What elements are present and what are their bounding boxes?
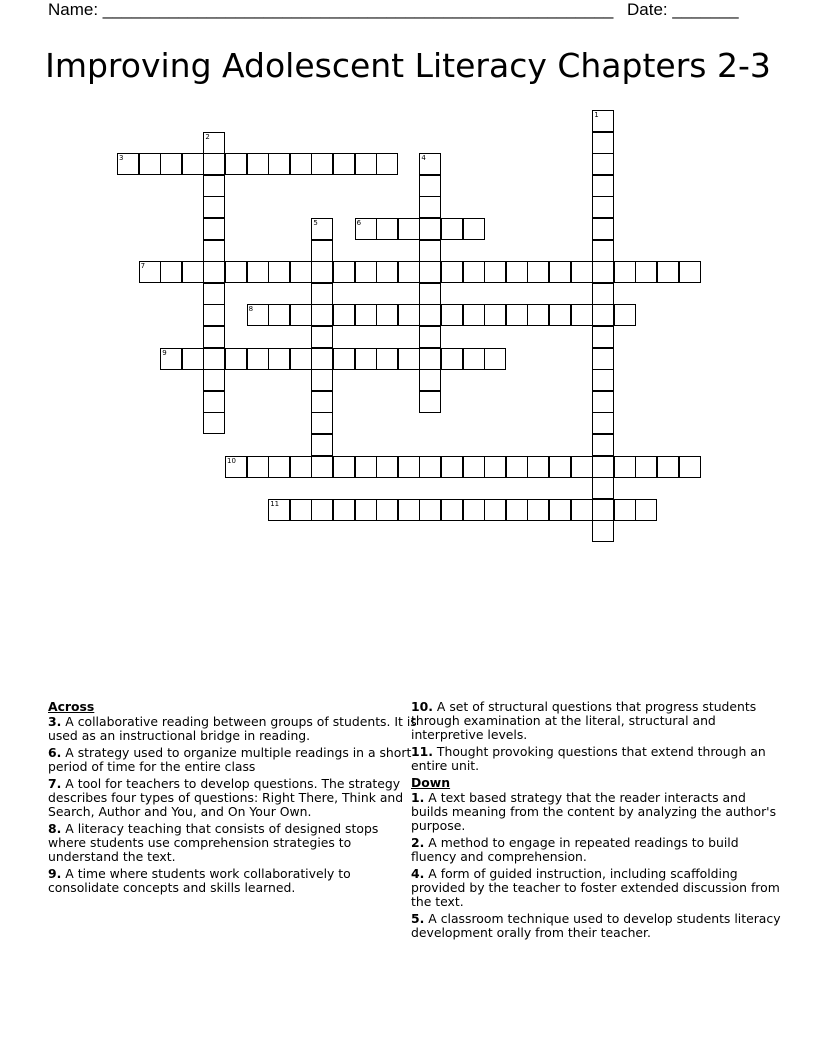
grid-cell[interactable] xyxy=(592,326,614,348)
clue-text: A set of structural questions that progress students through examination at the literal, structural and interpretive levels. xyxy=(411,699,757,742)
grid-cell[interactable] xyxy=(592,132,614,154)
clue-number-label: 4 xyxy=(421,154,426,163)
grid-cell[interactable] xyxy=(355,456,377,478)
clue-number-label: 5 xyxy=(313,219,318,227)
clue-number: 6. xyxy=(48,745,62,760)
grid-cell[interactable] xyxy=(592,348,614,370)
grid-cell[interactable] xyxy=(419,456,441,478)
grid-cell[interactable] xyxy=(333,456,355,478)
grid-cell[interactable] xyxy=(549,456,571,478)
grid-cell[interactable] xyxy=(268,348,290,370)
grid-cell[interactable] xyxy=(160,153,182,175)
grid-cell[interactable] xyxy=(311,153,333,175)
clue-number: 5. xyxy=(411,911,425,926)
clue-text: A strategy used to organize multiple readings in a short period of time for the entire class xyxy=(48,745,412,774)
grid-cell[interactable] xyxy=(419,240,441,262)
grid-cell[interactable] xyxy=(160,348,182,370)
grid-cell[interactable] xyxy=(225,456,247,478)
grid-cell[interactable] xyxy=(290,153,312,175)
grid-cell[interactable] xyxy=(311,412,333,434)
grid-cell[interactable] xyxy=(441,456,463,478)
clue-number-label: 8 xyxy=(248,305,254,314)
grid-cell[interactable] xyxy=(592,412,614,434)
grid-cell[interactable] xyxy=(506,456,528,478)
grid-cell[interactable] xyxy=(290,348,312,370)
grid-cell[interactable] xyxy=(527,499,549,521)
grid-cell[interactable] xyxy=(247,456,269,478)
grid-cell[interactable] xyxy=(463,348,485,370)
grid-cell[interactable] xyxy=(657,456,679,478)
grid-cell[interactable] xyxy=(311,283,333,305)
grid-cell[interactable] xyxy=(614,499,636,521)
grid-cell[interactable] xyxy=(290,261,312,283)
grid-cell[interactable] xyxy=(506,304,528,326)
grid-cell[interactable] xyxy=(592,456,614,478)
clue-number: 4. xyxy=(411,866,425,881)
clue-across-11 xyxy=(411,745,781,773)
grid-cell[interactable] xyxy=(398,261,420,283)
clues-left-column xyxy=(48,700,418,898)
grid-cell[interactable] xyxy=(247,348,269,370)
clue-across-6 xyxy=(48,746,418,774)
grid-cell[interactable] xyxy=(268,153,290,175)
clue-across-3 xyxy=(48,715,418,743)
grid-cell[interactable] xyxy=(355,261,377,283)
grid-cell[interactable] xyxy=(635,499,657,521)
across-heading: Across xyxy=(48,699,95,714)
clue-number-label: 1 xyxy=(594,111,599,119)
grid-cell[interactable] xyxy=(506,499,528,521)
grid-cell[interactable] xyxy=(376,153,398,175)
grid-cell[interactable] xyxy=(203,304,225,326)
grid-cell[interactable] xyxy=(333,499,355,521)
grid-cell[interactable] xyxy=(398,218,420,240)
grid-cell[interactable] xyxy=(355,499,377,521)
grid-cell[interactable] xyxy=(311,240,333,262)
grid-cell[interactable] xyxy=(419,348,441,370)
clue-down-5 xyxy=(411,912,781,940)
clue-across-10 xyxy=(411,700,781,742)
clue-text: A literacy teaching that consists of designed stops where students use comprehension strategies to understand the text. xyxy=(48,821,379,864)
grid-cell[interactable] xyxy=(419,196,441,218)
name-field[interactable]: Name: ______________________________________________________ xyxy=(48,0,614,19)
grid-cell[interactable] xyxy=(355,218,377,240)
grid-cell[interactable] xyxy=(203,391,225,413)
grid-cell[interactable] xyxy=(355,153,377,175)
grid-cell[interactable] xyxy=(419,369,441,391)
clue-number-label: 2 xyxy=(205,132,210,141)
grid-cell[interactable] xyxy=(376,304,398,326)
grid-cell[interactable] xyxy=(311,326,333,348)
clue-across-7 xyxy=(48,777,418,819)
grid-cell[interactable] xyxy=(592,369,614,391)
grid-cell[interactable] xyxy=(290,456,312,478)
grid-cell[interactable] xyxy=(484,499,506,521)
clue-number: 8. xyxy=(48,821,62,836)
grid-cell[interactable] xyxy=(635,456,657,478)
clue-number-label: 10 xyxy=(227,456,236,465)
grid-cell[interactable] xyxy=(419,283,441,305)
grid-cell[interactable] xyxy=(679,261,701,283)
clue-down-2 xyxy=(411,836,781,864)
clue-text: Thought provoking questions that extend through an entire unit. xyxy=(411,744,766,773)
grid-cell[interactable] xyxy=(311,261,333,283)
grid-cell[interactable] xyxy=(203,196,225,218)
page-title: Improving Adolescent Literacy Chapters 2-3 xyxy=(45,46,771,85)
grid-cell[interactable] xyxy=(592,499,614,521)
grid-cell[interactable] xyxy=(419,218,441,240)
grid-cell[interactable] xyxy=(203,283,225,305)
grid-cell[interactable] xyxy=(592,153,614,175)
grid-cell[interactable] xyxy=(463,261,485,283)
grid-cell[interactable] xyxy=(247,261,269,283)
clue-text: A text based strategy that the reader interacts and builds meaning from the content by analyzing the author's purpose. xyxy=(411,790,777,833)
grid-cell[interactable] xyxy=(203,261,225,283)
grid-cell[interactable] xyxy=(225,153,247,175)
grid-cell[interactable] xyxy=(203,369,225,391)
grid-cell[interactable] xyxy=(463,218,485,240)
grid-cell[interactable] xyxy=(203,218,225,240)
grid-cell[interactable] xyxy=(225,261,247,283)
grid-cell[interactable] xyxy=(441,348,463,370)
clue-down-1 xyxy=(411,791,781,833)
grid-cell[interactable] xyxy=(311,304,333,326)
grid-cell[interactable] xyxy=(182,348,204,370)
grid-cell[interactable] xyxy=(203,132,225,154)
grid-cell[interactable] xyxy=(182,261,204,283)
grid-cell[interactable] xyxy=(203,412,225,434)
grid-cell[interactable] xyxy=(441,499,463,521)
grid-cell[interactable] xyxy=(592,283,614,305)
clue-number: 7. xyxy=(48,776,62,791)
grid-cell[interactable] xyxy=(333,153,355,175)
clues-right-column xyxy=(411,700,781,943)
clue-text: A method to engage in repeated readings to build fluency and comprehension. xyxy=(411,835,739,864)
grid-cell[interactable] xyxy=(592,175,614,197)
grid-cell[interactable] xyxy=(441,304,463,326)
grid-cell[interactable] xyxy=(592,196,614,218)
grid-cell[interactable] xyxy=(139,261,161,283)
clue-text: A collaborative reading between groups of students. It is used as an instructional bridge in reading. xyxy=(48,714,417,743)
grid-cell[interactable] xyxy=(376,261,398,283)
grid-cell[interactable] xyxy=(398,456,420,478)
grid-cell[interactable] xyxy=(182,153,204,175)
grid-cell[interactable] xyxy=(376,348,398,370)
grid-cell[interactable] xyxy=(311,499,333,521)
grid-cell[interactable] xyxy=(527,304,549,326)
grid-cell[interactable] xyxy=(419,175,441,197)
grid-cell[interactable] xyxy=(571,499,593,521)
grid-cell[interactable] xyxy=(614,304,636,326)
grid-cell[interactable] xyxy=(355,304,377,326)
grid-cell[interactable] xyxy=(592,520,614,542)
clue-number: 11. xyxy=(411,744,433,759)
grid-cell[interactable] xyxy=(376,456,398,478)
grid-cell[interactable] xyxy=(657,261,679,283)
grid-cell[interactable] xyxy=(139,153,161,175)
grid-cell[interactable] xyxy=(333,304,355,326)
grid-cell[interactable] xyxy=(463,456,485,478)
grid-cell[interactable] xyxy=(311,369,333,391)
clue-across-8 xyxy=(48,822,418,864)
date-field[interactable]: Date: _______ xyxy=(627,0,739,19)
clue-number: 3. xyxy=(48,714,62,729)
clue-number-label: 3 xyxy=(119,154,124,163)
grid-cell[interactable] xyxy=(614,261,636,283)
grid-cell[interactable] xyxy=(311,456,333,478)
grid-cell[interactable] xyxy=(592,391,614,413)
clue-number-label: 11 xyxy=(270,499,280,508)
clue-text: A form of guided instruction, including scaffolding provided by the teacher to foster extended discussion from the text. xyxy=(411,866,780,909)
grid-cell[interactable] xyxy=(398,499,420,521)
grid-cell[interactable] xyxy=(484,304,506,326)
grid-cell[interactable] xyxy=(290,499,312,521)
grid-cell[interactable] xyxy=(247,304,269,326)
grid-cell[interactable] xyxy=(376,499,398,521)
clue-number-label: 9 xyxy=(162,348,167,357)
grid-cell[interactable] xyxy=(592,240,614,262)
grid-cell[interactable] xyxy=(571,261,593,283)
grid-cell[interactable] xyxy=(679,456,701,478)
clue-number-label: 6 xyxy=(356,219,362,227)
grid-cell[interactable] xyxy=(635,261,657,283)
grid-cell[interactable] xyxy=(592,434,614,456)
grid-cell[interactable] xyxy=(592,304,614,326)
grid-cell[interactable] xyxy=(268,456,290,478)
grid-cell[interactable] xyxy=(117,153,139,175)
grid-cell[interactable] xyxy=(311,218,333,240)
grid-cell[interactable] xyxy=(549,261,571,283)
grid-cell[interactable] xyxy=(398,304,420,326)
clue-text: A time where students work collaboratively to consolidate concepts and skills learned. xyxy=(48,866,351,895)
grid-cell[interactable] xyxy=(419,499,441,521)
grid-cell[interactable] xyxy=(268,304,290,326)
grid-cell[interactable] xyxy=(419,261,441,283)
down-heading: Down xyxy=(411,775,451,790)
grid-cell[interactable] xyxy=(527,456,549,478)
grid-cell[interactable] xyxy=(592,110,614,132)
grid-cell[interactable] xyxy=(203,175,225,197)
grid-cell[interactable] xyxy=(160,261,182,283)
grid-cell[interactable] xyxy=(290,304,312,326)
grid-cell[interactable] xyxy=(268,499,290,521)
grid-cell[interactable] xyxy=(592,218,614,240)
grid-cell[interactable] xyxy=(333,348,355,370)
grid-cell[interactable] xyxy=(333,261,355,283)
grid-cell[interactable] xyxy=(571,304,593,326)
grid-cell[interactable] xyxy=(614,456,636,478)
grid-cell[interactable] xyxy=(203,240,225,262)
grid-cell[interactable] xyxy=(203,348,225,370)
grid-cell[interactable] xyxy=(268,261,290,283)
grid-cell[interactable] xyxy=(549,304,571,326)
grid-cell[interactable] xyxy=(506,261,528,283)
grid-cell[interactable] xyxy=(527,261,549,283)
grid-cell[interactable] xyxy=(441,218,463,240)
grid-cell[interactable] xyxy=(311,348,333,370)
grid-cell[interactable] xyxy=(484,348,506,370)
grid-cell[interactable] xyxy=(592,261,614,283)
grid-cell[interactable] xyxy=(419,153,441,175)
grid-cell[interactable] xyxy=(484,456,506,478)
grid-cell[interactable] xyxy=(463,304,485,326)
grid-cell[interactable] xyxy=(398,348,420,370)
clue-text: A classroom technique used to develop students literacy development orally from their teacher. xyxy=(411,911,781,940)
clue-text: A tool for teachers to develop questions. The strategy describes four types of questions: Right There, Think and Search, Author and You, and On Your Own. xyxy=(48,776,404,819)
grid-cell[interactable] xyxy=(247,153,269,175)
grid-cell[interactable] xyxy=(549,499,571,521)
grid-cell[interactable] xyxy=(419,326,441,348)
grid-cell[interactable] xyxy=(419,391,441,413)
clue-number: 9. xyxy=(48,866,62,881)
clue-number: 1. xyxy=(411,790,425,805)
grid-cell[interactable] xyxy=(225,348,247,370)
grid-cell[interactable] xyxy=(355,348,377,370)
grid-cell[interactable] xyxy=(311,434,333,456)
clue-number-label: 7 xyxy=(140,262,146,271)
grid-cell[interactable] xyxy=(376,218,398,240)
clue-number: 2. xyxy=(411,835,425,850)
clue-number: 10. xyxy=(411,699,433,714)
grid-cell[interactable] xyxy=(592,477,614,499)
grid-cell[interactable] xyxy=(203,153,225,175)
grid-cell[interactable] xyxy=(419,304,441,326)
grid-cell[interactable] xyxy=(311,391,333,413)
grid-cell[interactable] xyxy=(484,261,506,283)
grid-cell[interactable] xyxy=(441,261,463,283)
clue-down-4 xyxy=(411,867,781,909)
grid-cell[interactable] xyxy=(463,499,485,521)
grid-cell[interactable] xyxy=(571,456,593,478)
grid-cell[interactable] xyxy=(203,326,225,348)
clue-across-9 xyxy=(48,867,418,895)
